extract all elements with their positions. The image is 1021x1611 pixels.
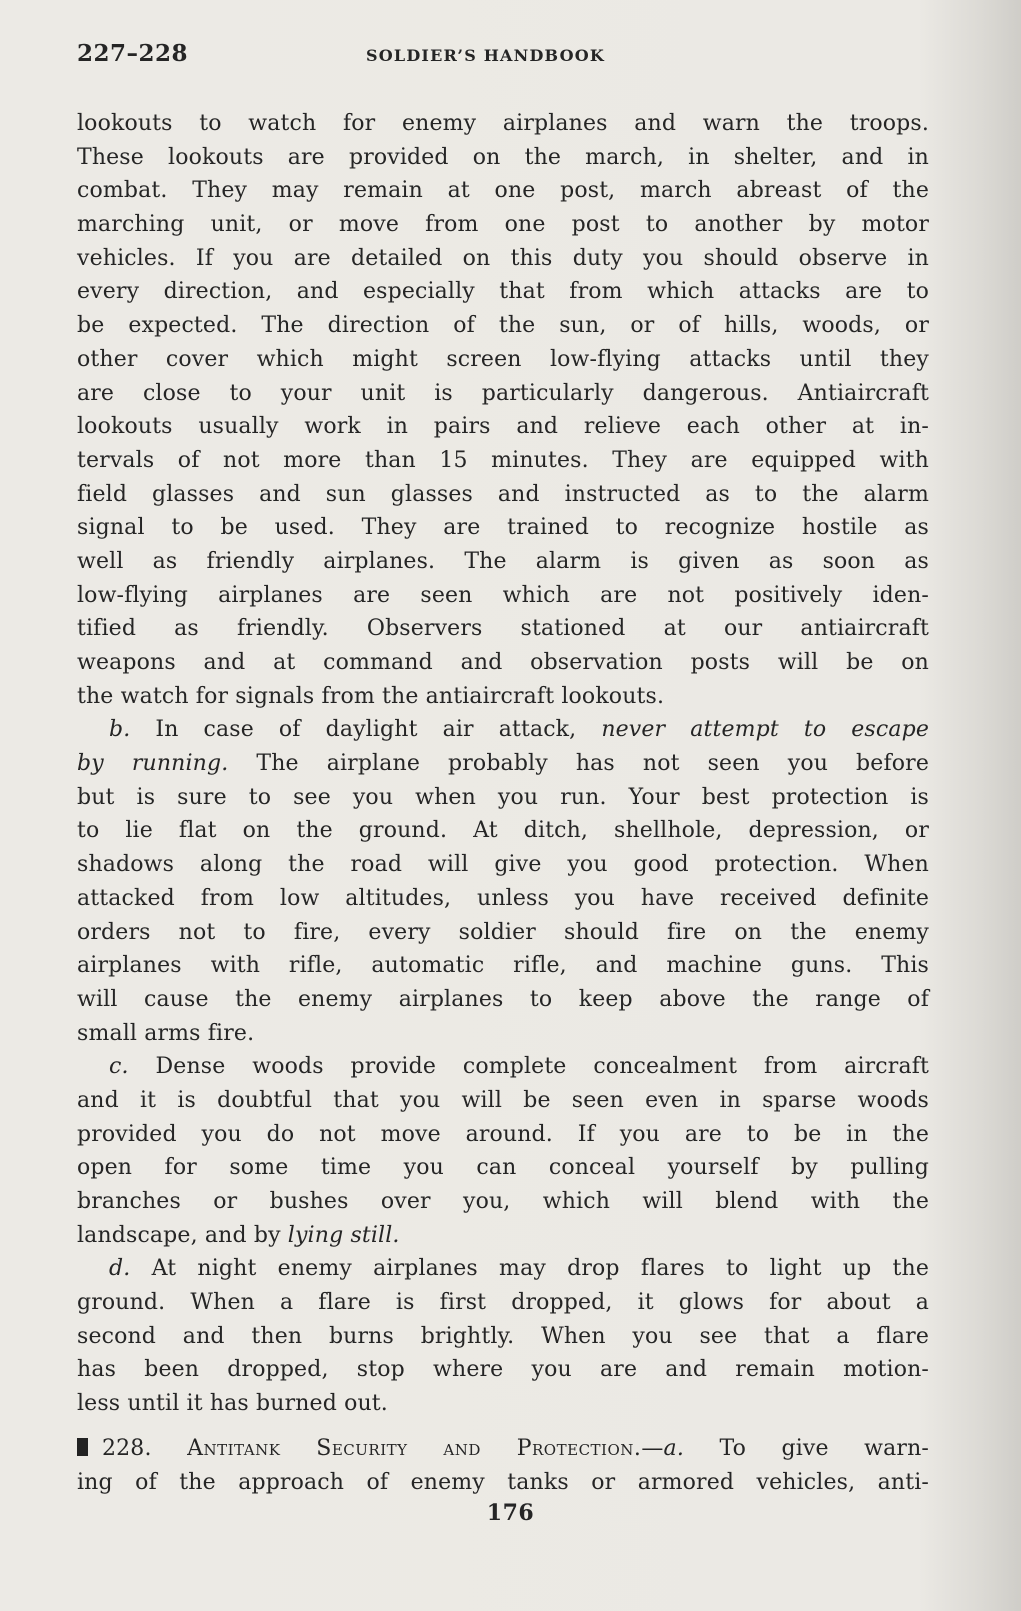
text-line: well as friendly airplanes. The alarm is given as soon as (77, 548, 929, 574)
text-line (77, 747, 929, 781)
text-line: marching unit, or move from one post to another by motor (77, 212, 929, 238)
subparagraph-c-first-line (77, 1050, 929, 1084)
subparagraph-b-first-line (77, 713, 929, 747)
text-line: ground. When a flare is first dropped, it glows for about a (77, 1290, 929, 1316)
text-line: provided you do not move around. If you are to be in the (77, 1121, 929, 1147)
text-line: less until it has burned out. (77, 1391, 388, 1417)
text-line: to lie flat on the ground. At ditch, shellhole, depression, or (77, 818, 929, 844)
section-number: 228. (102, 1435, 152, 1461)
text-line: and it is doubtful that you will be seen even in sparse woods (77, 1087, 929, 1113)
text-line: ing of the approach of enemy tanks or armored vehicles, anti- (77, 1469, 929, 1495)
text-line: low-flying airplanes are seen which are not positively iden- (77, 582, 929, 608)
text-line: vehicles. If you are detailed on this duty you should observe in (77, 245, 929, 271)
text-line: small arms fire. (77, 1020, 255, 1046)
text-line: has been dropped, stop where you are and remain motion- (77, 1357, 929, 1383)
page-number: 176 (486, 1500, 535, 1526)
text-line: branches or bushes over you, which will blend with the (77, 1189, 929, 1214)
text-fragment: To give warn- (683, 1435, 929, 1461)
italic-emphasis: by running. (77, 751, 229, 777)
text-line: lookouts usually work in pairs and relieve each other at in- (77, 414, 929, 440)
text-line: field glasses and sun glasses and instructed as to the alarm (77, 481, 929, 507)
subparagraph-letter: c. (109, 1054, 129, 1080)
subparagraph-letter: d. (109, 1256, 131, 1282)
text-line: combat. They may remain at one post, march abreast of the (77, 178, 929, 204)
text-fragment: landscape, and by (77, 1222, 288, 1248)
text-line: every direction, and especially that from which attacks are to (77, 279, 929, 305)
page-body (77, 107, 929, 1499)
text-line: will cause the enemy airplanes to keep above the range of (77, 986, 929, 1012)
text-fragment: The airplane probably has not seen you before (228, 751, 929, 777)
subparagraph-letter: a. (663, 1435, 684, 1461)
subparagraph-letter: b. (109, 717, 131, 743)
italic-emphasis: never attempt to escape (601, 717, 930, 743)
text-line: be expected. The direction of the sun, or of hills, woods, or (77, 313, 929, 339)
section-dash: — (641, 1435, 664, 1461)
text-line: other cover which might screen low-flying attacks until they (77, 346, 929, 372)
section-marker-icon (77, 1438, 88, 1456)
text-line: orders not to fire, every soldier should fire on the enemy (77, 919, 929, 945)
text-fragment: Dense woods provide complete concealment from aircraft (128, 1054, 929, 1080)
text-fragment: At night enemy airplanes may drop flares to light up the (130, 1256, 929, 1282)
text-line: weapons and at command and observation posts will be on (77, 650, 929, 675)
subparagraph-d-first-line (77, 1252, 929, 1286)
text-line: open for some time you can conceal yourself by pulling (77, 1155, 929, 1181)
text-line: These lookouts are provided on the march, in shelter, and in (77, 144, 929, 170)
text-line: attacked from low altitudes, unless you have received definite (77, 885, 929, 911)
text-line: tervals of not more than 15 minutes. They are equipped with (77, 447, 929, 473)
text-line: the watch for signals from the antiaircraft lookouts. (77, 683, 665, 709)
paragraph-range: 227–228 (77, 40, 189, 67)
text-line: signal to be used. They are trained to recognize hostile as (77, 515, 929, 541)
text-line: lookouts to watch for enemy airplanes and warn the troops. (77, 111, 929, 136)
text-line: airplanes with rifle, automatic rifle, and machine guns. This (77, 953, 929, 979)
text-fragment: In case of daylight air attack, (130, 717, 602, 743)
text-line (77, 1219, 929, 1253)
section-title: Antitank Security and Protection. (187, 1435, 642, 1461)
section-gap (77, 1421, 929, 1432)
text-line: are close to your unit is particularly dangerous. Antiaircraft (77, 380, 929, 406)
running-head: SOLDIER’S HANDBOOK (366, 46, 605, 65)
text-line: tified as friendly. Observers stationed at our antiaircraft (77, 616, 929, 642)
text-line: second and then burns brightly. When you see that a flare (77, 1323, 929, 1349)
page-header (77, 40, 937, 80)
text-line: shadows along the road will give you good protection. When (77, 852, 929, 878)
italic-emphasis: lying still. (287, 1222, 400, 1248)
text-line: but is sure to see you when you run. Your best protection is (77, 784, 929, 810)
section-heading-line (77, 1432, 929, 1466)
